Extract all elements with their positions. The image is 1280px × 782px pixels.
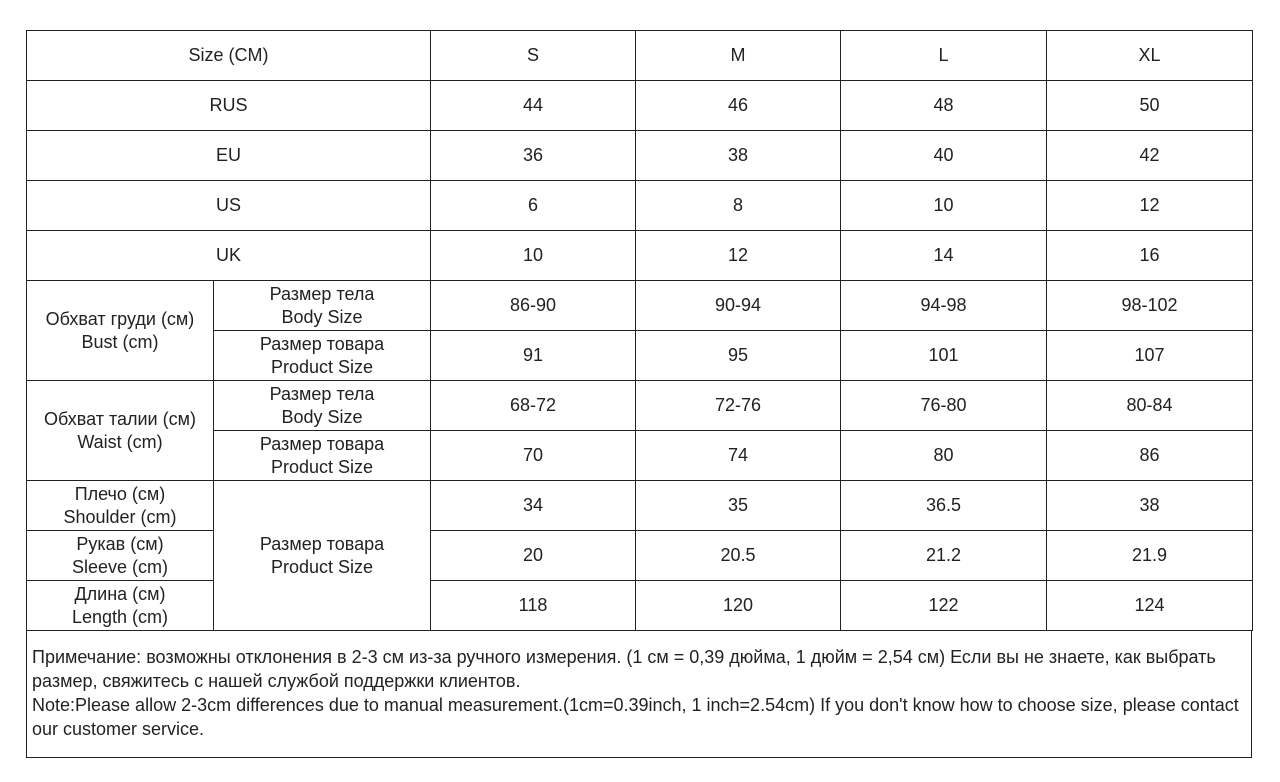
table-row (27, 231, 1253, 281)
table-cell: 40 (841, 131, 1047, 181)
size-header-s: S (431, 31, 636, 81)
table-cell: 10 (841, 181, 1047, 231)
sub-label-ru: Размер товара (259, 533, 385, 554)
table-row (27, 381, 1253, 431)
table-cell: 21.2 (841, 531, 1047, 581)
table-cell: 101 (841, 331, 1047, 381)
header-label: Size (CM) (27, 31, 431, 81)
table-row (27, 281, 1253, 331)
sub-label (214, 281, 431, 331)
row-label-sleeve (27, 531, 214, 581)
sub-label-ru: Размер товара (259, 433, 385, 454)
note-en: Note:Please allow 2-3cm differences due to manual measurement.(1cm=0.39inch, 1 inch=2.54cm) If you don't know how to choose size, please contact our customer service. (32, 695, 1239, 739)
sub-label (214, 431, 431, 481)
label-en: Waist (cm) (77, 431, 163, 452)
table-cell: 80 (841, 431, 1047, 481)
table-cell: 35 (636, 481, 841, 531)
sub-label-en: Product Size (270, 456, 374, 477)
sub-label-ru: Размер товара (259, 333, 385, 354)
sub-label (214, 331, 431, 381)
table-cell: 86 (1047, 431, 1253, 481)
sub-label-en: Product Size (270, 356, 374, 377)
header-row (27, 31, 1253, 81)
row-label: UK (27, 231, 431, 281)
sub-label (214, 381, 431, 431)
label-en: Sleeve (cm) (71, 556, 169, 577)
size-header-l: L (841, 31, 1047, 81)
sub-label-product-size (214, 481, 431, 631)
row-label-waist (27, 381, 214, 481)
table-cell: 120 (636, 581, 841, 631)
table-cell: 20.5 (636, 531, 841, 581)
table-cell: 21.9 (1047, 531, 1253, 581)
table-cell: 44 (431, 81, 636, 131)
row-label: US (27, 181, 431, 231)
table-row (27, 581, 1253, 631)
table-cell: 118 (431, 581, 636, 631)
table-cell: 6 (431, 181, 636, 231)
sub-label-ru: Размер тела (269, 283, 375, 304)
label-ru: Плечо (см) (74, 483, 166, 504)
label-en: Length (cm) (71, 606, 169, 627)
table-row (27, 131, 1253, 181)
size-table (26, 30, 1253, 631)
note-box (26, 631, 1252, 758)
size-header-m: M (636, 31, 841, 81)
table-cell: 14 (841, 231, 1047, 281)
table-cell: 70 (431, 431, 636, 481)
label-ru: Длина (см) (74, 583, 166, 604)
table-cell: 76-80 (841, 381, 1047, 431)
table-cell: 95 (636, 331, 841, 381)
label-ru: Обхват груди (см) (45, 308, 195, 329)
row-label: EU (27, 131, 431, 181)
table-cell: 36.5 (841, 481, 1047, 531)
row-label-bust (27, 281, 214, 381)
table-cell: 122 (841, 581, 1047, 631)
table-cell: 68-72 (431, 381, 636, 431)
table-cell: 12 (1047, 181, 1253, 231)
table-cell: 94-98 (841, 281, 1047, 331)
table-cell: 10 (431, 231, 636, 281)
table-row (27, 81, 1253, 131)
row-label-length (27, 581, 214, 631)
table-cell: 20 (431, 531, 636, 581)
table-cell: 38 (636, 131, 841, 181)
table-cell: 38 (1047, 481, 1253, 531)
table-row (27, 181, 1253, 231)
table-cell: 36 (431, 131, 636, 181)
table-cell: 90-94 (636, 281, 841, 331)
label-ru: Обхват талии (см) (44, 408, 196, 429)
sub-label-en: Body Size (281, 306, 363, 327)
table-cell: 8 (636, 181, 841, 231)
table-row (27, 481, 1253, 531)
size-chart (26, 30, 1252, 758)
table-row (27, 531, 1253, 581)
sub-label-en: Product Size (270, 556, 374, 577)
label-en: Shoulder (cm) (63, 506, 177, 527)
table-cell: 42 (1047, 131, 1253, 181)
table-cell: 12 (636, 231, 841, 281)
table-cell: 80-84 (1047, 381, 1253, 431)
note-ru: Примечание: возможны отклонения в 2-3 см из-за ручного измерения. (1 см = 0,39 дюйма, 1 дюйм = 2,54 см) Если вы не знаете, как выбрать размер, свяжитесь с нашей службой поддержки клиентов. (32, 647, 1216, 691)
table-cell: 16 (1047, 231, 1253, 281)
table-cell: 50 (1047, 81, 1253, 131)
table-cell: 91 (431, 331, 636, 381)
table-cell: 72-76 (636, 381, 841, 431)
table-cell: 46 (636, 81, 841, 131)
sub-label-ru: Размер тела (269, 383, 375, 404)
table-cell: 34 (431, 481, 636, 531)
table-cell: 86-90 (431, 281, 636, 331)
row-label-shoulder (27, 481, 214, 531)
label-ru: Рукав (см) (76, 533, 164, 554)
table-cell: 124 (1047, 581, 1253, 631)
row-label: RUS (27, 81, 431, 131)
table-cell: 107 (1047, 331, 1253, 381)
sub-label-en: Body Size (281, 406, 363, 427)
table-cell: 48 (841, 81, 1047, 131)
table-cell: 98-102 (1047, 281, 1253, 331)
table-cell: 74 (636, 431, 841, 481)
label-en: Bust (cm) (81, 331, 159, 352)
size-header-xl: XL (1047, 31, 1253, 81)
